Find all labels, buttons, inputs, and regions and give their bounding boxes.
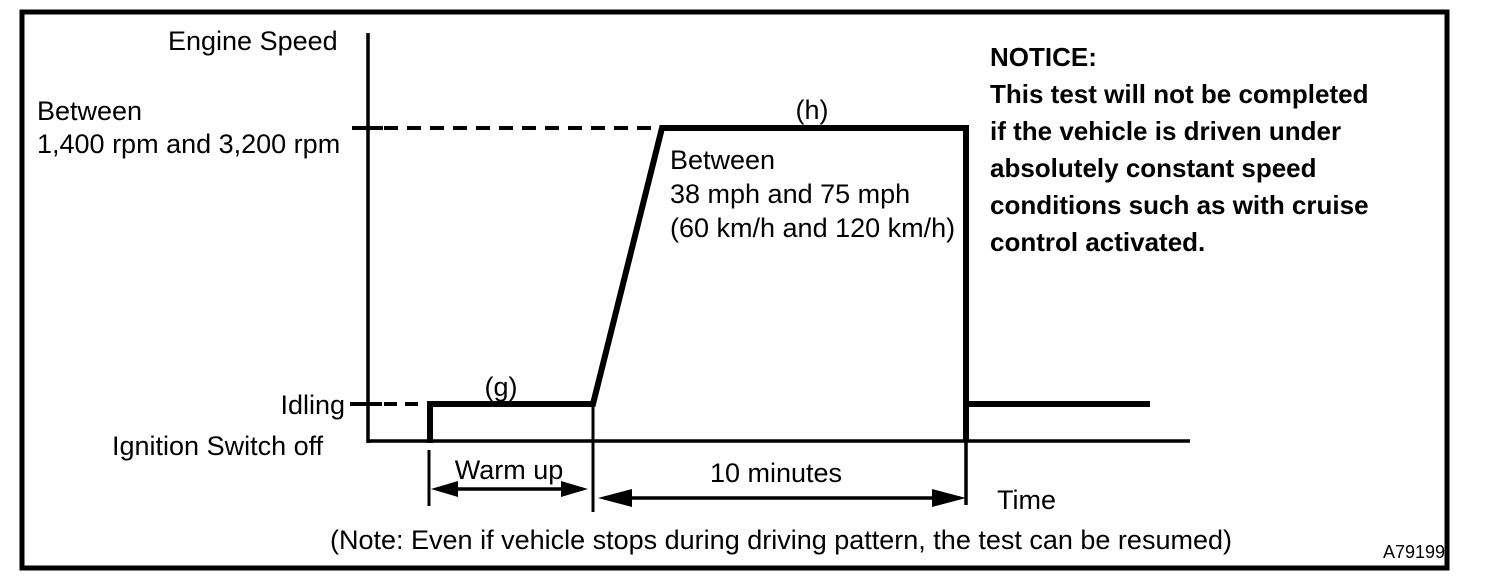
segment-g-label: (g) — [484, 372, 518, 402]
notice-line-3: absolutely constant speed — [990, 153, 1317, 183]
segment-h-label: (h) — [795, 95, 829, 125]
idling-label: Idling — [280, 390, 345, 420]
y-axis-title: Engine Speed — [168, 26, 338, 56]
ten-minutes-arrowhead-right — [932, 489, 966, 507]
x-axis-title: Time — [997, 485, 1056, 515]
footnote: (Note: Even if vehicle stops during driving pattern, the test can be resumed) — [330, 525, 1232, 555]
speed-range-line1: Between — [670, 145, 776, 175]
speed-range-line2: 38 mph and 75 mph — [670, 179, 911, 209]
ignition-switch-off-label: Ignition Switch off — [112, 431, 324, 461]
high-rpm-label-line2: 1,400 rpm and 3,200 rpm — [37, 129, 341, 159]
figure-code: A79199 — [1382, 542, 1445, 562]
high-rpm-label-line1: Between — [37, 96, 143, 126]
warm-up-label: Warm up — [454, 455, 564, 485]
notice-line-2: if the vehicle is driven under — [990, 116, 1342, 146]
warm-up-arrowhead-right — [561, 481, 588, 497]
ten-minutes-label: 10 minutes — [709, 458, 843, 488]
ten-minutes-arrowhead-left — [598, 489, 632, 507]
notice-line-4: conditions such as with cruise — [990, 190, 1369, 220]
notice-title: NOTICE: — [990, 42, 1097, 72]
notice-line-5: control activated. — [990, 227, 1206, 257]
notice-line-1: This test will not be completed — [990, 79, 1369, 109]
speed-range-line3: (60 km/h and 120 km/h) — [670, 213, 956, 243]
